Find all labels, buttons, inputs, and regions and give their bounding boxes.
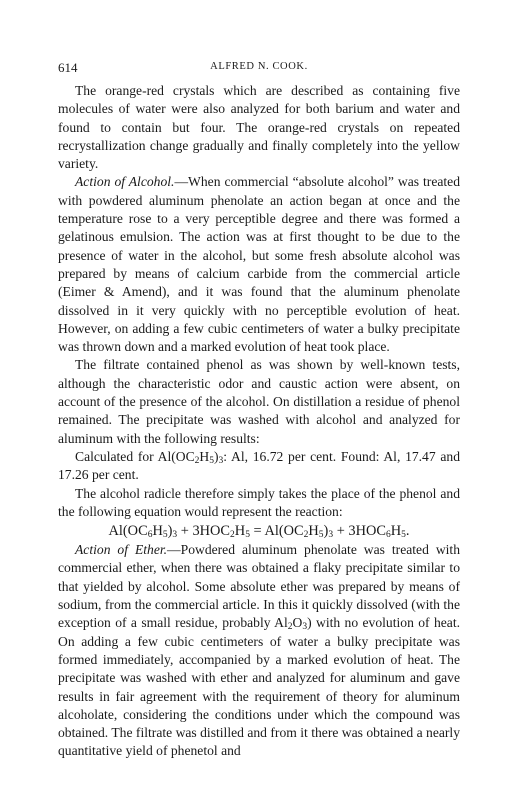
body-text (58, 82, 460, 761)
formula-part: O (292, 615, 303, 631)
eq-term: H (152, 523, 163, 540)
paragraph-calculation (58, 448, 460, 485)
calc-suffix: : Al, 16.72 per cent. Found: Al, 17.47 and 17.26 per cent. (58, 448, 460, 483)
subscript: 3 (218, 455, 224, 466)
paragraph-action-of-alcohol (58, 173, 460, 356)
section-heading-alcohol: Action of Alcohol. (75, 174, 175, 190)
eq-term: Al(OC (108, 523, 148, 540)
subscript: 6 (147, 530, 153, 541)
running-head: ALFRED N. COOK. (210, 61, 308, 72)
calc-prefix: Calculated for Al(OC (75, 448, 195, 464)
subscript: 2 (230, 530, 235, 541)
subscript: 5 (209, 455, 214, 466)
eq-term: H (308, 523, 319, 540)
ether-body-b: ) with no evolution of heat. On adding a few cubic centimeters of water a bulky precipitate was formed immediately, accompanied by a marked evolution of heat. The precipitate was washed with ether and analyzed for aluminum and gave results in fair agreement with the requirement of theory for aluminum alcoholate, considering the conditions under which the compound was obtained. The filtrate was distilled and from it there was obtained a nearly quantitative yield of phenetol and (58, 615, 460, 759)
subscript: 5 (162, 530, 168, 541)
formula-part: H (199, 448, 210, 464)
eq-term: + 3HOC (177, 523, 231, 540)
eq-term: + 3HOC (333, 523, 386, 540)
eq-term: = Al(OC (249, 523, 304, 540)
eq-term: ) (167, 523, 173, 540)
subscript: 5 (401, 530, 406, 541)
subscript: 2 (194, 455, 200, 466)
eq-term: ) (323, 523, 329, 540)
eq-term: H (234, 523, 246, 540)
subscript: 2 (303, 530, 309, 541)
subscript: 2 (287, 622, 293, 633)
page-header (58, 58, 460, 80)
paragraph-action-of-ether (58, 541, 460, 761)
eq-term: . (405, 523, 410, 540)
section-heading-ether: Action of Ether. (75, 542, 168, 558)
subscript: 5 (245, 530, 250, 541)
alcohol-body: —When commercial “absolute alcohol” was treated with powdered aluminum phenolate an action began at once and the temperature rose to a very perceptible degree and there was formed a gelatinous emulsion. The action was at first thought to be due to the presence of water in the alcohol, but some fresh absolute alcohol was prepared by means of calcium carbide from the commercial article (Eimer & Amend), and it was found that the aluminum phenolate dissolved in it very quickly with no perceptible evolution of heat. However, on adding a few cubic centimeters of water a bulky precipitate was thrown down and a marked evolution of heat took place. (58, 174, 460, 355)
subscript: 6 (385, 530, 391, 541)
page-number: 614 (58, 60, 78, 75)
paragraph-filtrate: The filtrate contained phenol as was shown by well-known tests, although the characteristic odor and caustic action were absent, on account of the presence of the alcohol. On distillation a residue of phenol remained. The precipitate was washed with alcohol and analyzed for aluminum with the following results: (58, 357, 460, 446)
ether-body-a: —Powdered aluminum phenolate was treated with commercial ether, when there was obtained a flaky precipitate similar to that yielded by alcohol. Some absolute ether was prepared by means of sodium, from the commercial article. In this it quickly dissolved (with the exception of a small residue, probably Al (58, 542, 460, 631)
reaction-equation (58, 522, 460, 541)
subscript: 5 (318, 530, 324, 541)
eq-term: H (390, 523, 402, 540)
subscript: 3 (172, 530, 178, 541)
paragraph-barium-crystals: The orange-red crystals which are described as containing five molecules of water were also analyzed for both barium and water and found to contain but four. The orange-red crystals on repeated recrystallization change gradually and finally completely into the yellow variety. (58, 83, 460, 172)
paragraph-alcohol-radicle: The alcohol radicle therefore simply takes the place of the phenol and the following equation would represent the reaction: (58, 485, 460, 519)
subscript: 3 (302, 622, 308, 633)
formula-part: ) (214, 448, 219, 464)
subscript: 3 (328, 530, 334, 541)
document-page (58, 58, 460, 761)
